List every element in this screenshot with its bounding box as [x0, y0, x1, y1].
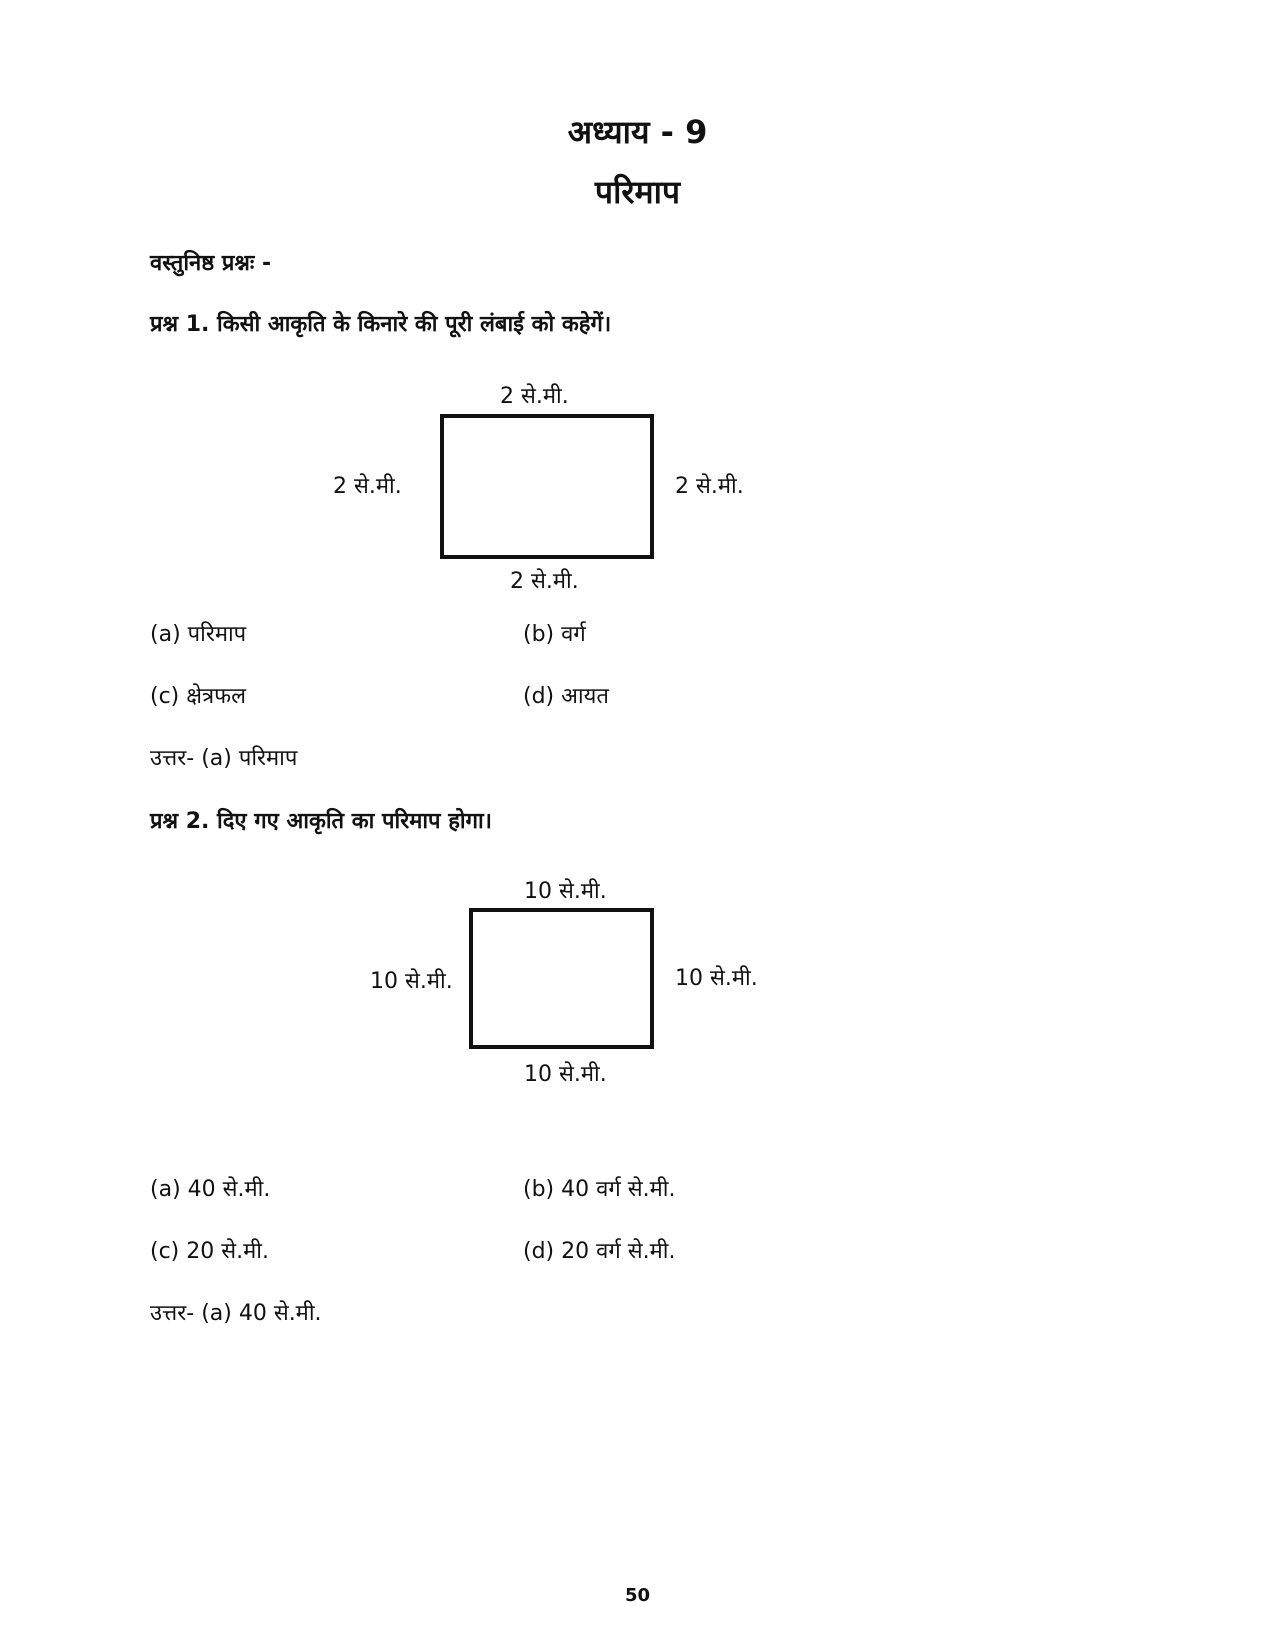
square-shape: [469, 908, 654, 1049]
question-1-option-a: (a) परिमाप: [150, 622, 247, 647]
question-2-option-a: (a) 40 से.मी.: [150, 1177, 271, 1202]
question-2-text: प्रश्न 2. दिए गए आकृति का परिमाप होगा।: [150, 809, 493, 834]
figure-2-left-label: 10 से.मी.: [370, 969, 453, 994]
figure-1-bottom-label: 2 से.मी.: [510, 569, 579, 594]
question-2-option-d: (d) 20 वर्ग से.मी.: [523, 1239, 676, 1264]
question-2-answer: उत्तर- (a) 40 से.मी.: [150, 1301, 322, 1326]
question-1-option-b: (b) वर्ग: [523, 622, 586, 647]
question-1-option-d: (d) आयत: [523, 684, 609, 709]
page-number: 50: [624, 1585, 651, 1606]
square-shape: [440, 414, 654, 559]
question-1-answer: उत्तर- (a) परिमाप: [150, 746, 298, 771]
figure-1-left-label: 2 से.मी.: [333, 474, 402, 499]
question-2-option-c: (c) 20 से.मी.: [150, 1239, 269, 1264]
figure-2-right-label: 10 से.मी.: [675, 966, 758, 991]
figure-2-bottom-label: 10 से.मी.: [524, 1062, 607, 1087]
chapter-heading: अध्याय - 9: [567, 113, 708, 151]
question-1-option-c: (c) क्षेत्रफल: [150, 684, 247, 709]
figure-2-top-label: 10 से.मी.: [524, 879, 607, 904]
figure-1-top-label: 2 से.मी.: [500, 384, 569, 409]
question-2-option-b: (b) 40 वर्ग से.मी.: [523, 1177, 676, 1202]
figure-1-right-label: 2 से.मी.: [675, 474, 744, 499]
section-heading: वस्तुनिष्ठ प्रश्नः -: [150, 251, 272, 276]
page-title: परिमाप: [594, 173, 681, 211]
question-1-text: प्रश्न 1. किसी आकृति के किनारे की पूरी लंबाई को कहेगें।: [150, 312, 612, 337]
